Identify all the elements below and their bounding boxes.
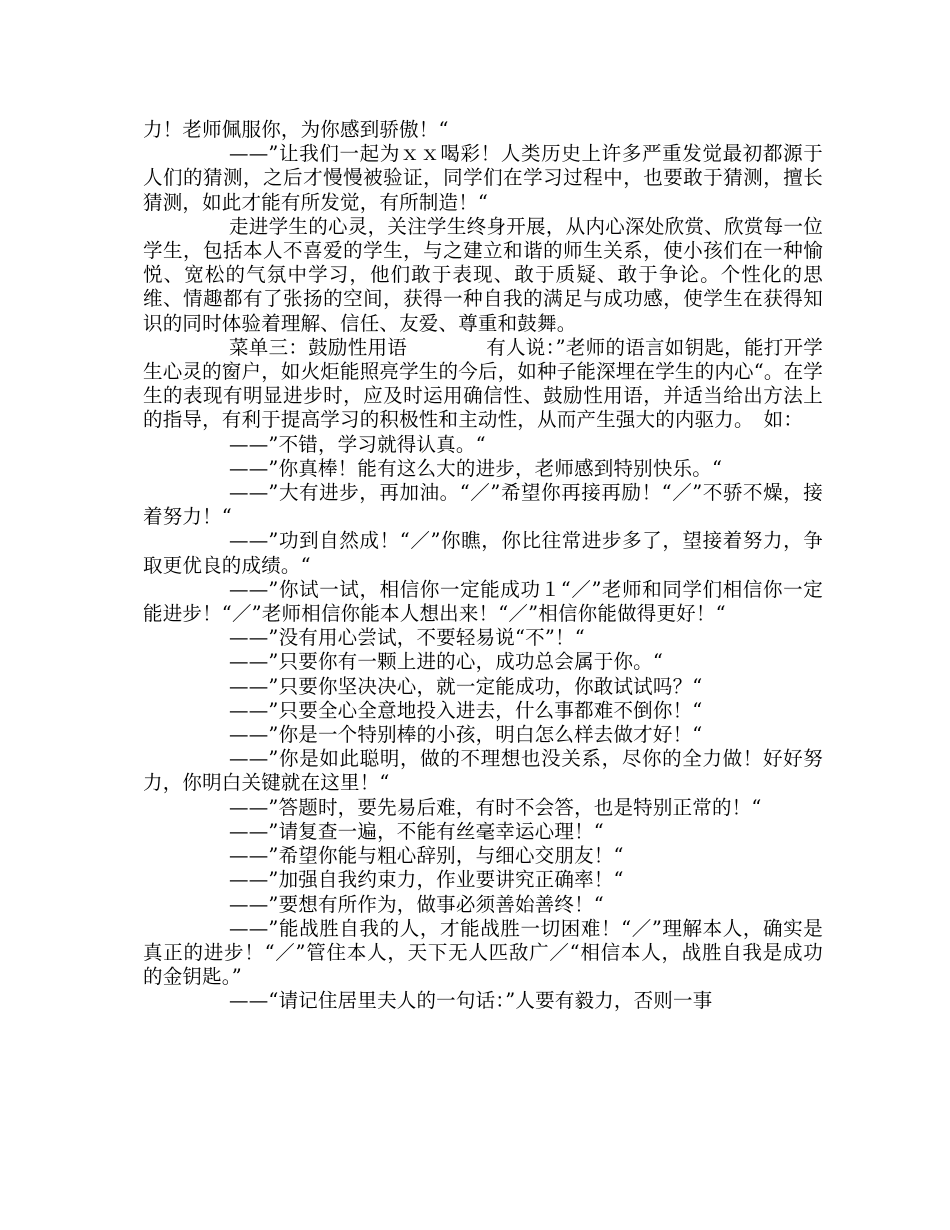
paragraph: ——”希望你能与粗心辞别，与细心交朋友！“ xyxy=(229,844,624,868)
paragraph: 菜单三：鼓励性用语 有人说：”老师的语言如钥匙，能打开学生心灵的窗户，如火炬能照亮学生的今后，如种子能深埋在学生的内心“。在学生的表现有明显进步时，应及时运用确信性、鼓励性用语，并适当给出方法上的指导，有利于提高学习的积极性和主动性，从而产生强大的内驱力。 如： xyxy=(143,335,823,432)
paragraph: ——”你试一试，相信你一定能成功１“／”老师和同学们相信你一定能进步！“／”老师相信你能本人想出来！“／”相信你能做得更好！“ xyxy=(143,577,823,626)
paragraph: ——”让我们一起为ｘｘ喝彩！人类历史上许多严重发觉最初都源于人们的猜测，之后才慢慢被验证，同学们在学习过程中，也要敢于猜测，擅长猜测，如此才能有所发觉，有所制造！“ xyxy=(143,142,823,214)
paragraph: ——”只要你有一颗上进的心，成功总会属于你。“ xyxy=(229,650,664,674)
paragraph: 力！老师佩服你，为你感到骄傲！“ xyxy=(143,118,449,141)
paragraph: ——”能战胜自我的人，才能战胜一切困难！“／”理解本人，确实是真正的进步！“／”管住本人，天下无人匹敌广／“相信本人，战胜自我是成功的金钥匙。” xyxy=(143,916,823,989)
paragraph: ——”你真棒！能有这么大的进步，老师感到特别快乐。“ xyxy=(229,456,723,480)
paragraph: ——”功到自然成！“／”你瞧，你比往常进步多了，望接着努力，争取更优良的成绩。“ xyxy=(143,529,823,577)
paragraph: ——”只要全心全意地投入进去，什么事都难不倒你！“ xyxy=(229,698,703,722)
paragraph: ——“请记住居里夫人的一句话：”人要有毅力，否则一事 xyxy=(229,989,713,1013)
paragraph: ——”你是一个特别棒的小孩，明白怎么样去做才好！“ xyxy=(229,723,703,747)
paragraph: ——”不错，学习就得认真。“ xyxy=(229,432,486,456)
paragraph: 走进学生的心灵，关注学生终身开展，从内心深处欣赏、欣赏每一位学生，包括本人不喜爱的学生，与之建立和谐的师生关系，使小孩们在一种愉悦、宽松的气氛中学习，他们敢于表现、敢于质疑、敢于争论。个性化的思维、情趣都有了张扬的空间，获得一种自我的满足与成功感，使学生在获得知识的同时体验着理解、信任、友爱、尊重和鼓舞。 xyxy=(143,214,823,335)
paragraph: ——”没有用心尝试，不要轻易说“不”！“ xyxy=(229,626,585,650)
paragraph: ——”你是如此聪明，做的不理想也没关系，尽你的全力做！好好努力，你明白关键就在这里！“ xyxy=(143,747,823,795)
paragraph: ——”只要你坚决决心，就一定能成功，你敢试试吗？“ xyxy=(229,674,703,698)
body-text xyxy=(143,118,823,1014)
paragraph: ——”请复查一遍，不能有丝毫幸运心理！“ xyxy=(229,819,604,843)
paragraph: ——”大有进步，再加油。“／”希望你再接再励！“／”不骄不燥，接着努力！“ xyxy=(143,481,823,529)
paragraph: ——”加强自我约束力，作业要讲究正确率！“ xyxy=(229,868,624,892)
paragraph: ——”要想有所作为，做事必须善始善终！“ xyxy=(229,892,604,916)
paragraph: ——”答题时，要先易后难，有时不会答，也是特别正常的！“ xyxy=(229,795,762,819)
